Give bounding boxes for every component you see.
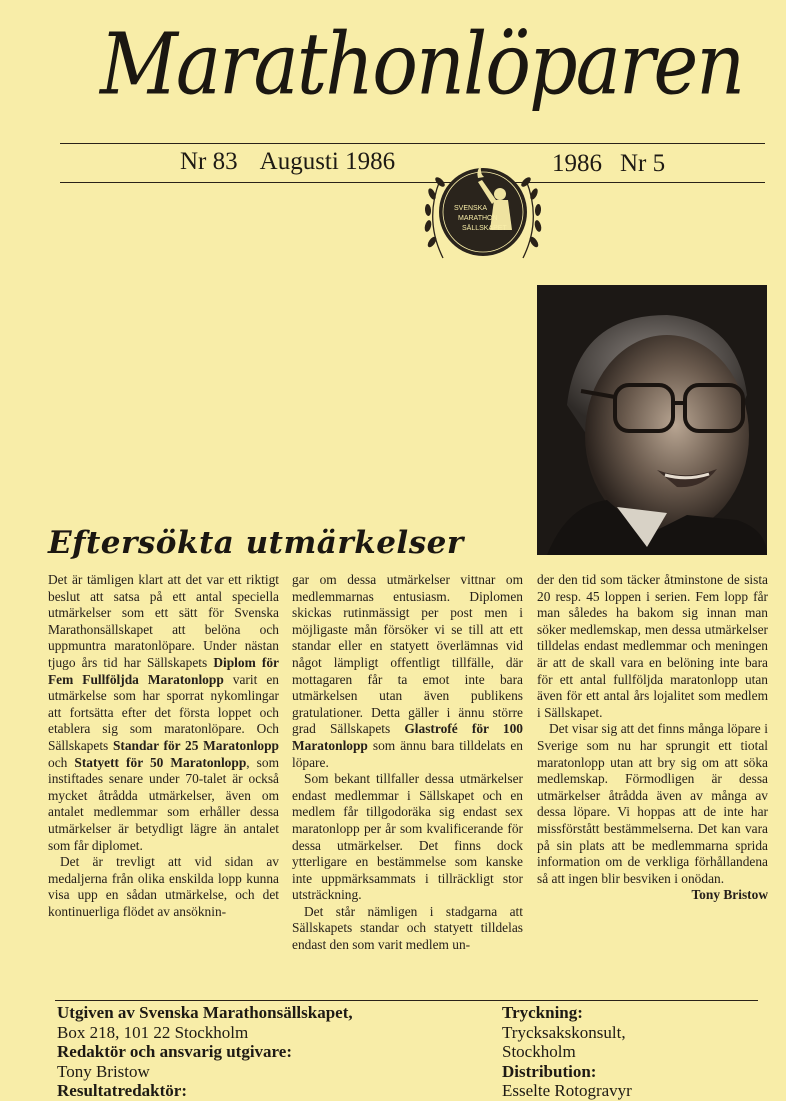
results-editor-label: Resultatredaktör:	[57, 1081, 187, 1101]
editor-name: Tony Bristow	[57, 1061, 150, 1081]
issue-info-left	[180, 148, 395, 176]
article-paragraph: gar om dessa utmärkelser vittnar om medlemmarnas entusiasm. Diplomen skickas rutinmässigt per post men i möjligaste mån försöker vi se till att ett standar eller en statyett överlämnas vid något lämpligt offentligt tillfälle, där mottagaren får ta emot inte bara utmärkelsen utan även publikens gratulationer. Detta gäller i ännu större grad Sällskapets Glastrofé för 100 Maratonlopp som ännu bara tilldelats en löpare.	[292, 572, 523, 770]
portrait-photo	[537, 285, 767, 555]
printing-label: Tryckning:	[502, 1003, 583, 1022]
distribution-label: Distribution:	[502, 1061, 597, 1081]
issue-number: Nr 83	[180, 148, 238, 175]
article-headline: Eftersökta utmärkelser	[48, 525, 464, 561]
emblem-text-line1: SVENSKA	[454, 205, 488, 212]
emblem-text-line3: SÄLLSKAPET	[462, 225, 507, 232]
article-paragraph: Det är trevligt att vid sidan av medaljerna från olika enskilda lopp kunna visa upp en sådan utmärkelse, och det kontinuerliga flödet av ansöknin-	[48, 854, 279, 919]
masthead-rule-lower	[60, 182, 765, 183]
footer-rule	[55, 1000, 758, 1001]
printer-name: Trycksakskonsult,	[502, 1022, 626, 1042]
printer-city: Stockholm	[502, 1042, 576, 1062]
article-column-3	[537, 572, 768, 904]
article-column-1	[48, 572, 279, 920]
issue-year: 1986	[552, 150, 602, 177]
article-paragraph: Som bekant tillfaller dessa utmärkelser endast medlemmar i Sällskapet och en medlem får tillgodoräka sig endast sex maratonlopp per år som kvalificerande för dessa utmärkelser. Det finns dock ytterligare en bestämmelse som kanske inte uppmärksammats i tillräckligt stor utsträckning.	[292, 771, 523, 903]
article-paragraph: Det visar sig att det finns många löpare i Sverige som nu har sprungit ett tiotal maratonlopp utan att bry sig om att söka medlemskap. Förmodligen är dessa utmärkelser åtrådda även av många av dessa löpare. Vi hoppas att de inte har missförstått bestämmelserna. Det kan vara på sin plats att be medlemmarna sprida information om de verkliga förhållandena så att ingen blir besviken i onödan.	[537, 721, 768, 886]
article-paragraph: der den tid som täcker åtminstone de sista 20 resp. 45 loppen i serien. Fem lopp får man således ha bakom sig innan man söker medlemskap, men dessa utmärkelser tilldelas endast medlemmar och meningen är att de skall vara en belöning inte bara för ett antal fullföljda maratonlopp utan även för ett antal års lojalitet som medlem i Sällskapet.	[537, 572, 768, 720]
article-column-2	[292, 572, 523, 954]
colophon-left	[57, 1003, 353, 1101]
publisher-address: Box 218, 101 22 Stockholm	[57, 1022, 249, 1042]
distributor-name: Esselte Rotogravyr	[502, 1081, 632, 1101]
publisher-label: Utgiven av Svenska Marathonsällskapet,	[57, 1003, 353, 1022]
editor-label: Redaktör och ansvarig utgivare:	[57, 1042, 293, 1062]
issue-year-number: Nr 5	[620, 150, 666, 177]
article-paragraph: Det står nämligen i stadgarna att Sällskapets standar och statyett tilldelas endast den som varit medlem un-	[292, 903, 523, 953]
issue-info-right	[552, 150, 665, 178]
society-emblem	[418, 150, 548, 272]
colophon-right	[502, 1003, 632, 1101]
masthead-title: Marathonlöparen	[100, 14, 744, 114]
issue-date: Augusti 1986	[259, 148, 396, 175]
article-signature: Tony Bristow	[691, 887, 768, 903]
emblem-text-line2: MARATHON	[458, 215, 498, 222]
masthead-rule-upper	[60, 143, 765, 144]
article-paragraph: Det är tämligen klart att det var ett riktigt beslut att satsa på ett antal speciella utmärkelser som ett sätt för Svenska Marathonsällskapet att belöna och uppmuntra maratonlöpare. Under nästan tjugo års tid har Sällskapets Diplom för Fem Fullföljda Maratonlopp varit en utmärkelse som har sporrat nykomlingar att fortsätta efter det första loppet och etablera sig som maratonlöpare. Och Sällskapets Standar för 25 Maratonlopp och Statyett för 50 Maratonlopp, som instiftades senare under 70-talet är också mycket åtrådda utmärkelser, även om antalet medlemmar som erhåller dessa utmärkelser är betydligt lägre än antalet som får diplomet.	[48, 572, 279, 853]
